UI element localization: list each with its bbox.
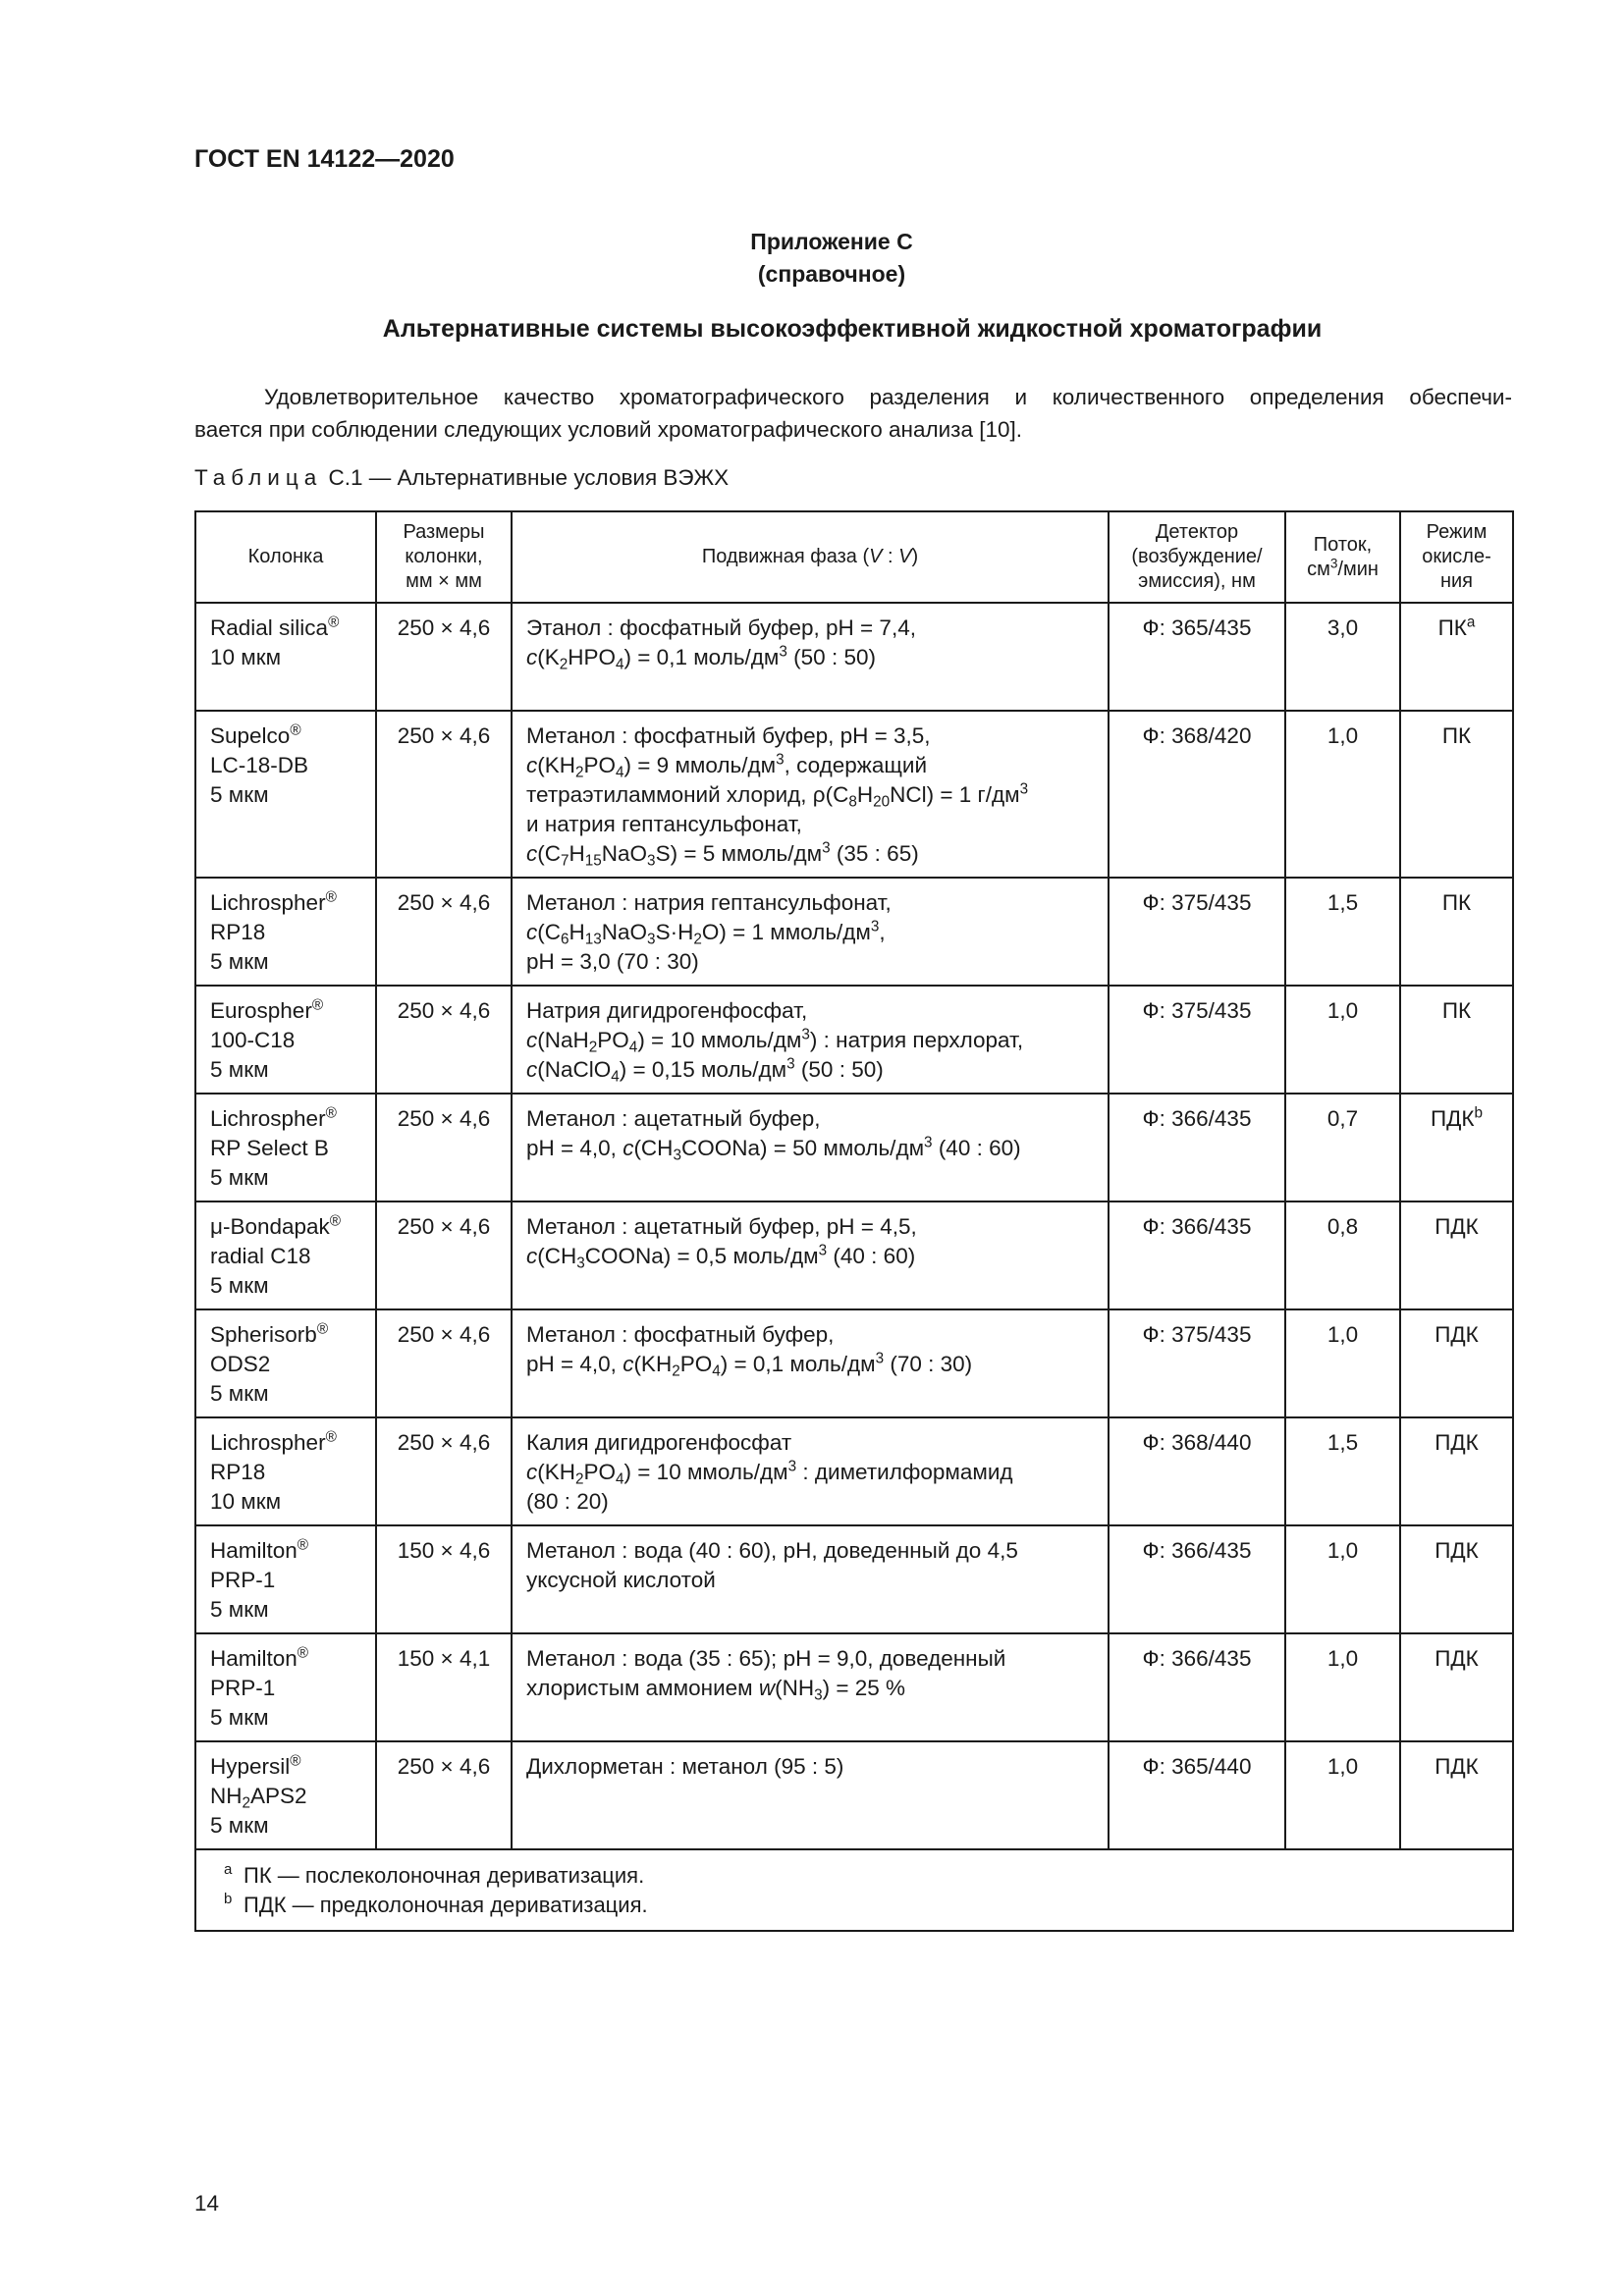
header-flow [1285, 511, 1400, 603]
cell-detector: Ф: 365/435 [1109, 603, 1285, 711]
table-header-row [195, 511, 1513, 603]
cell-mode: ПК [1400, 711, 1513, 878]
mobile-phase-line: $c(K_2HPO_4) = 0,1$ моль/$дм^3$ (50 : 50) [526, 643, 876, 673]
cell-column [195, 986, 376, 1094]
header-text-line: мм × мм [406, 570, 482, 592]
cell-column [195, 1201, 376, 1309]
header-text: Подвижная фаза (V : V) [701, 546, 919, 567]
cell-size: 150 × 4,1 [376, 1633, 512, 1741]
column-text-line: Hamilton® [210, 1644, 309, 1671]
cell-size: 250 × 4,6 [376, 603, 512, 711]
appendix-type: (справочное) [757, 261, 906, 287]
header-text-line: колонки, [405, 546, 483, 567]
table-row [195, 1201, 1513, 1309]
cell-size: 250 × 4,6 [376, 1741, 512, 1849]
mobile-phase-line: уксусной кислотой [526, 1568, 716, 1592]
table-row [195, 1525, 1513, 1633]
header-text-line: (возбуждение/ [1131, 546, 1263, 567]
column-text-line: 100-C18 [210, 1028, 296, 1052]
cell-size: 250 × 4,6 [376, 711, 512, 878]
cell-mobile-phase [512, 1525, 1109, 1633]
column-text-line: Lichrospher® [210, 888, 337, 915]
column-text-line: RP18 [210, 1460, 266, 1484]
column-text-line: 5 мкм [210, 1057, 269, 1082]
footnotes [195, 1849, 1513, 1931]
mobile-phase-line: Метанол : фосфатный буфер, pH = 3,5, [526, 723, 931, 748]
mobile-phase-line: $c(C_7H_{15}NaO_3S) = 5$ ммоль/$дм^3$ (35 : 65) [526, 839, 919, 870]
cell-mode: $ПК^a$ [1400, 603, 1513, 711]
mobile-phase-line: Метанол : ацетатный буфер, pH = 4,5, [526, 1214, 917, 1239]
cell-column [195, 1309, 376, 1417]
cell-mobile-phase [512, 711, 1109, 878]
table-caption-prefix: Таблица [194, 465, 323, 490]
cell-flow: 0,8 [1285, 1201, 1400, 1309]
mobile-phase-line: (80 : 20) [526, 1489, 609, 1514]
header-text-line: Детектор [1155, 521, 1239, 543]
cell-flow: 1,0 [1285, 711, 1400, 878]
cell-flow: 3,0 [1285, 603, 1400, 711]
mobile-phase-line: Метанол : ацетатный буфер, [526, 1106, 821, 1131]
mobile-phase-line: $c(KH_2PO_4) = 10$ ммоль/$дм^3$ : диметилформамид [526, 1458, 1013, 1488]
cell-detector: Ф: 365/440 [1109, 1741, 1285, 1849]
cell-column [195, 878, 376, 986]
column-text-line: Lichrospher® [210, 1104, 337, 1131]
table-row [195, 1309, 1513, 1417]
column-text-line: 5 мкм [210, 1813, 269, 1838]
cell-flow: 1,5 [1285, 878, 1400, 986]
header-mobile-phase [512, 511, 1109, 603]
table-row [195, 1741, 1513, 1849]
cell-mode: ПДК [1400, 1201, 1513, 1309]
table-row [195, 1633, 1513, 1741]
mobile-phase-line: Метанол : вода (40 : 60), pH, доведенный до 4,5 [526, 1538, 1018, 1563]
cell-column [195, 603, 376, 711]
column-text-line: 10 мкм [210, 645, 282, 669]
footnote-text: ПДК — предколоночная дериватизация. [244, 1893, 648, 1917]
header-text-line: окисле- [1422, 546, 1491, 567]
cell-mobile-phase [512, 1309, 1109, 1417]
cell-flow: 1,0 [1285, 1525, 1400, 1633]
column-text-line: Radial silica® [210, 614, 340, 640]
section-heading: Альтернативные системы высокоэффективной жидкостной хроматографии [382, 315, 1323, 343]
header-text-line: Колонка [247, 546, 324, 567]
cell-size: 250 × 4,6 [376, 986, 512, 1094]
footnote-mark: b [224, 1891, 233, 1907]
cell-size: 250 × 4,6 [376, 1094, 512, 1201]
table-row [195, 878, 1513, 986]
intro-paragraph [194, 381, 1512, 446]
footnote-mark: a [224, 1861, 233, 1878]
column-text-line: 5 мкм [210, 1705, 269, 1730]
column-text-line: Eurospher® [210, 996, 324, 1023]
column-text-line: radial C18 [210, 1244, 311, 1268]
cell-flow: 1,0 [1285, 986, 1400, 1094]
table-row [195, 986, 1513, 1094]
column-text-line: PRP-1 [210, 1676, 276, 1700]
mobile-phase-line: и натрия гептансульфонат, [526, 812, 802, 836]
mobile-phase-line: pH = 4,0, $c(KH_2PO_4) = 0,1$ моль/$дм^3$ (70 : 30) [526, 1350, 973, 1380]
column-text-line: Spherisorb® [210, 1320, 329, 1347]
cell-column [195, 1094, 376, 1201]
footnote-row [195, 1849, 1513, 1931]
header-column [195, 511, 376, 603]
column-text-line: Hamilton® [210, 1536, 309, 1563]
table-row [195, 711, 1513, 878]
column-text-line: Supelco® [210, 721, 301, 748]
cell-detector: Ф: 368/420 [1109, 711, 1285, 878]
cell-mode: ПДК [1400, 1417, 1513, 1525]
mobile-phase-line: Дихлорметан : метанол (95 : 5) [526, 1754, 844, 1779]
mobile-phase-line: Метанол : фосфатный буфер, [526, 1322, 835, 1347]
appendix-label: Приложение С [750, 229, 913, 254]
table-row [195, 603, 1513, 711]
column-text-line: 5 мкм [210, 1165, 269, 1190]
column-text-line: 10 мкм [210, 1489, 282, 1514]
column-text-line: LC-18-DB [210, 753, 309, 777]
cell-mode: ПДК$^b$ [1400, 1094, 1513, 1201]
footnote-text: ПК — послеколоночная дериватизация. [244, 1863, 645, 1888]
header-text-line: эмиссия), нм [1138, 570, 1256, 592]
table-body [195, 603, 1513, 1849]
cell-column [195, 1741, 376, 1849]
column-text-line: ODS2 [210, 1352, 271, 1376]
cell-detector: Ф: 368/440 [1109, 1417, 1285, 1525]
mobile-phase-line: $c(KH_2PO_4) = 9$ ммоль/$дм^3$, содержащий [526, 751, 928, 781]
cell-detector: Ф: 366/435 [1109, 1201, 1285, 1309]
cell-mode: ПДК [1400, 1741, 1513, 1849]
mobile-phase-line: pH = 3,0 (70 : 30) [526, 949, 699, 974]
appendix-title [0, 226, 1624, 291]
mobile-phase-line: тетраэтиламмоний хлорид, $\rho(C_8H_{20}NCl) = 1$ $г/дм^3$ [526, 780, 1029, 811]
header-text-line: ния [1439, 570, 1474, 592]
cell-flow: 1,5 [1285, 1417, 1400, 1525]
column-text-line: RP Select B [210, 1136, 329, 1160]
table-caption [194, 465, 729, 491]
cell-mobile-phase [512, 1417, 1109, 1525]
column-text-line: μ-Bondapak® [210, 1212, 342, 1239]
header-detector [1109, 511, 1285, 603]
intro-line-2: вается при соблюдении следующих условий хроматографического анализа [10]. [194, 417, 1023, 442]
column-text-line: 5 мкм [210, 1273, 269, 1298]
cell-size: 250 × 4,6 [376, 878, 512, 986]
cell-detector: Ф: 375/435 [1109, 986, 1285, 1094]
cell-mode: ПДК [1400, 1309, 1513, 1417]
cell-size: 250 × 4,6 [376, 1417, 512, 1525]
mobile-phase-line: $c(CH_3COONa) = 0,5$ моль/$дм^3$ (40 : 60) [526, 1242, 916, 1272]
column-text-line: 5 мкм [210, 949, 269, 974]
mobile-phase-line: c(NaClO$_4$) = 0,15 моль/$дм^3$ (50 : 50) [526, 1055, 884, 1086]
mobile-phase-line: хлористым аммонием $w(NH_3) = 25$ % [526, 1676, 906, 1704]
cell-mobile-phase [512, 1201, 1109, 1309]
mobile-phase-line: Метанол : вода (35 : 65); pH = 9,0, доведенный [526, 1646, 1006, 1671]
cell-mobile-phase [512, 878, 1109, 986]
cell-mode: ПК [1400, 878, 1513, 986]
mobile-phase-line: Метанол : натрия гептансульфонат, [526, 890, 892, 915]
header-mode [1400, 511, 1513, 603]
column-text-line: 5 мкм [210, 1381, 269, 1406]
table-caption-text: С.1 — Альтернативные условия ВЭЖХ [322, 465, 730, 490]
cell-detector: Ф: 375/435 [1109, 1309, 1285, 1417]
footnote [224, 1861, 1498, 1891]
header-text-line: Режим [1426, 521, 1488, 543]
cell-detector: Ф: 375/435 [1109, 878, 1285, 986]
table-row [195, 1094, 1513, 1201]
cell-size: 250 × 4,6 [376, 1201, 512, 1309]
cell-detector: Ф: 366/435 [1109, 1525, 1285, 1633]
cell-column [195, 1417, 376, 1525]
header-text-line: Размеры [403, 521, 485, 543]
cell-column [195, 711, 376, 878]
column-text-line: $NH_2APS2$ [210, 1784, 307, 1812]
column-text-line: Lichrospher® [210, 1428, 337, 1455]
cell-mode: ПК [1400, 986, 1513, 1094]
cell-flow: 0,7 [1285, 1094, 1400, 1201]
cell-mobile-phase [512, 1633, 1109, 1741]
column-text-line: 5 мкм [210, 782, 269, 807]
mobile-phase-line: Калия дигидрогенфосфат [526, 1430, 792, 1455]
cell-flow: 1,0 [1285, 1309, 1400, 1417]
footnote [224, 1891, 1498, 1920]
column-text-line: PRP-1 [210, 1568, 276, 1592]
cell-column [195, 1633, 376, 1741]
page-number: 14 [194, 2191, 220, 2216]
cell-mobile-phase [512, 1094, 1109, 1201]
mobile-phase-line: $c(C_6H_{13}NaO_3S\cdot H_2O) = 1$ ммоль/$дм^3$, [526, 918, 886, 948]
mobile-phase-line: Натрия дигидрогенфосфат, [526, 998, 808, 1023]
cell-detector: Ф: 366/435 [1109, 1633, 1285, 1741]
cell-size: 150 × 4,6 [376, 1525, 512, 1633]
column-text-line: Hypersil® [210, 1752, 301, 1779]
mobile-phase-line: $c(NaH_2PO_4) = 10$ ммоль/$дм^3$) : натрия перхлорат, [526, 1026, 1024, 1056]
column-text-line: RP18 [210, 920, 266, 944]
cell-column [195, 1525, 376, 1633]
table-row [195, 1417, 1513, 1525]
cell-mobile-phase [512, 603, 1109, 711]
cell-flow: 1,0 [1285, 1741, 1400, 1849]
cell-size: 250 × 4,6 [376, 1309, 512, 1417]
cell-detector: Ф: 366/435 [1109, 1094, 1285, 1201]
column-text-line: 5 мкм [210, 1597, 269, 1622]
hplc-conditions-table [194, 510, 1514, 1932]
intro-line-1: Удовлетворительное качество хроматографического разделения и количественного определения обеспечи- [264, 385, 1512, 409]
cell-mobile-phase [512, 1741, 1109, 1849]
header-text: Поток, $см^3$/мин [1307, 533, 1379, 580]
cell-mode: ПДК [1400, 1525, 1513, 1633]
document-code: ГОСТ EN 14122—2020 [194, 145, 455, 173]
mobile-phase-line: pH = 4,0, $c(CH_3COONa) = 50$ ммоль/$дм^3$ (40 : 60) [526, 1134, 1021, 1164]
cell-mobile-phase [512, 986, 1109, 1094]
mobile-phase-line: Этанол : фосфатный буфер, pH = 7,4, [526, 615, 916, 640]
cell-flow: 1,0 [1285, 1633, 1400, 1741]
header-size [376, 511, 512, 603]
cell-mode: ПДК [1400, 1633, 1513, 1741]
